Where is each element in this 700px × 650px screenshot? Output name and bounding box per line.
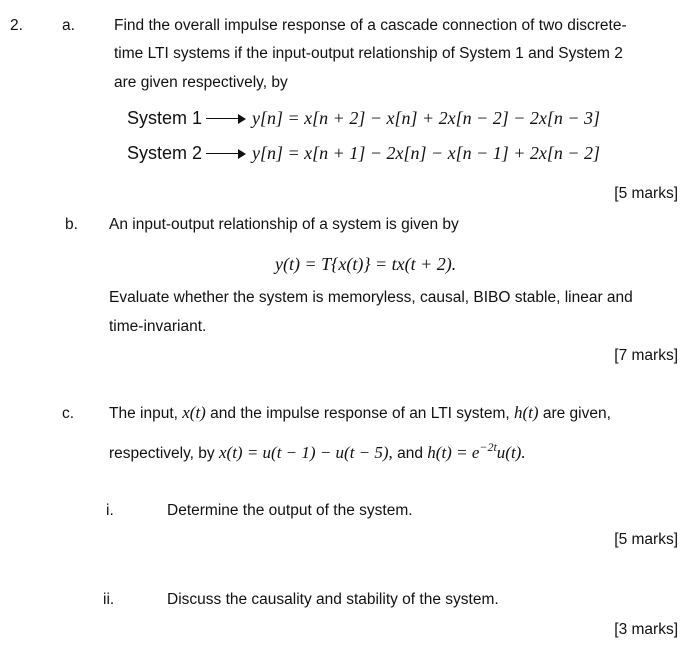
system-1-equation: y[n] = x[n + 2] − x[n] + 2x[n − 2] − 2x[n − 3] (252, 108, 601, 128)
part-c-line-1 (109, 403, 611, 424)
part-c-ii-text: Discuss the causality and stability of the system. (167, 591, 499, 608)
system-2-equation: y[n] = x[n + 1] − 2x[n] − x[n − 1] + 2x[n − 2] (252, 143, 601, 163)
part-c-line-1-post: are given, (538, 405, 611, 422)
system-2-label: System 2 (127, 143, 203, 163)
part-c-i-label: i. (106, 502, 114, 519)
part-c-line-1-mid: and the impulse response of an LTI system, (205, 405, 514, 422)
part-c-line-2-and: and (392, 445, 428, 462)
arrow-right-icon (206, 149, 246, 159)
impulse-response-equation-step: u(t). (496, 443, 526, 462)
part-c-i-marks: [5 marks] (614, 531, 678, 548)
system-2-row (127, 143, 600, 164)
part-b-equation: y(t) = T{x(t)} = tx(t + 2). (275, 254, 457, 274)
system-1-label: System 1 (127, 108, 203, 128)
part-a-text-line-2: time LTI systems if the input-output relationship of System 1 and System 2 (114, 45, 623, 62)
part-c-i-text: Determine the output of the system. (167, 502, 413, 519)
input-signal-equation: x(t) = u(t − 1) − u(t − 5), (218, 443, 393, 462)
arrow-right-icon (206, 114, 246, 124)
part-a-text-line-1: Find the overall impulse response of a cascade connection of two discrete- (114, 17, 627, 34)
impulse-response-equation (427, 440, 526, 462)
impulse-response-symbol: h(t) (514, 403, 539, 422)
part-c-label: c. (62, 405, 75, 422)
part-a-label: a. (62, 17, 75, 34)
part-b-label: b. (65, 216, 78, 233)
part-a-text-line-3: are given respectively, by (114, 74, 288, 91)
part-c-ii-marks: [3 marks] (614, 621, 678, 638)
impulse-response-equation-base: h(t) = e (427, 443, 480, 462)
part-c-line-1-pre: The input, (109, 405, 183, 422)
part-b-text-line-2: time-invariant. (109, 318, 207, 335)
impulse-response-exponent: −2t (479, 440, 497, 454)
part-c-line-2-pre: respectively, by (109, 445, 219, 462)
system-1-row (127, 108, 600, 129)
part-c-line-2 (109, 437, 526, 464)
part-b-marks: [7 marks] (614, 347, 678, 364)
part-b-text-line-1: Evaluate whether the system is memoryless, causal, BIBO stable, linear and (109, 289, 633, 306)
part-b-intro: An input-output relationship of a system is given by (109, 216, 459, 233)
input-signal-symbol: x(t) (182, 403, 206, 422)
part-c-ii-label: ii. (103, 591, 115, 608)
part-a-marks: [5 marks] (614, 185, 678, 202)
question-number: 2. (10, 17, 23, 34)
